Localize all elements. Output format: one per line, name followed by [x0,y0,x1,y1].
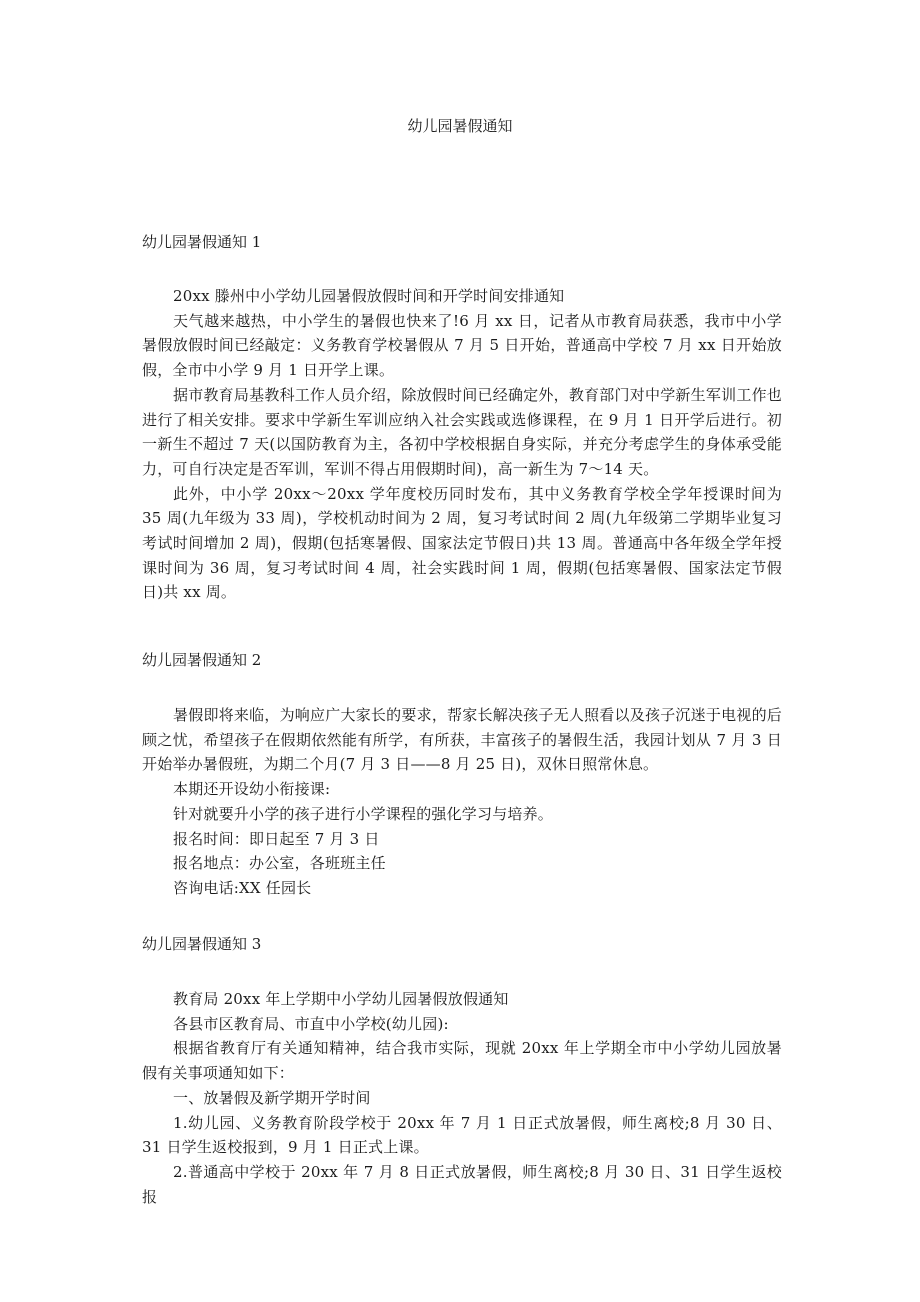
paragraph: 咨询电话:XX 任园长 [173,878,312,897]
paragraph: 暑假即将来临，为响应广大家长的要求，帮家长解决孩子无人照看以及孩子沉迷于电视的后顾之忧，希望孩子在假期依然能有所学，有所获，丰富孩子的暑假生活，我园计划从 7 月 3 日开始举办暑假班，为期二个月(7 月 3 日——8 月 25 日)，双休日照常休息。 [142,706,782,774]
paragraph: 报名地点：办公室，各班班主任 [173,854,386,873]
paragraph: 此外，中小学 20xx～20xx 学年度校历同时发布，其中义务教育学校全学年授课时间为 35 周(九年级为 33 周)，学校机动时间为 2 周，复习考试时间 2 周(九年级第二学期毕业复习考试时间增加 2 周)，假期(包括寒暑假、国家法定节假日)共 13 周。普通高中各年级全学年授课时间为 36 周，复习考试时间 4 周，社会实践时间 1 周，假期(包括寒暑假、国家法定节假日)共 xx 周。 [142,484,782,602]
section-body [142,987,782,1209]
section-3 [142,932,782,1209]
paragraph: 根据省教育厅有关通知精神，结合我市实际，现就 20xx 年上学期全市中小学幼儿园放暑假有关事项通知如下： [142,1039,782,1083]
section-body [142,703,782,901]
paragraph: 2.普通高中学校于 20xx 年 7 月 8 日正式放暑假，师生离校;8 月 30 日、31 日学生返校报 [142,1162,782,1206]
section-heading: 幼儿园暑假通知 3 [142,935,262,953]
paragraph: 一、放暑假及新学期开学时间 [173,1088,371,1107]
paragraph: 报名时间：即日起至 7 月 3 日 [173,829,380,848]
section-heading: 幼儿园暑假通知 1 [142,233,262,251]
paragraph: 教育局 20xx 年上学期中小学幼儿园暑假放假通知 [173,990,509,1008]
section-1 [142,230,782,605]
paragraph: 1.幼儿园、义务教育阶段学校于 20xx 年 7 月 1 日正式放暑假，师生离校;8 月 30 日、31 日学生返校报到，9 月 1 日正式上课。 [142,1113,782,1157]
paragraph: 本期还开设幼小衔接课: [173,780,331,799]
section-body [142,284,782,605]
paragraph: 各县市区教育局、市直中小学校(幼儿园): [173,1014,449,1033]
paragraph: 针对就要升小学的孩子进行小学课程的强化学习与培养。 [173,804,554,823]
section-heading: 幼儿园暑假通知 2 [142,651,262,669]
section-2 [142,648,782,901]
paragraph: 据市教育局基教科工作人员介绍，除放假时间已经确定外，教育部门对中学新生军训工作也进行了相关安排。要求中学新生军训应纳入社会实践或选修课程，在 9 月 1 日开学后进行。初一新生不超过 7 天(以国防教育为主，各初中学校根据自身实际，并充分考虑学生的身体承受能力，可自行决定是否军训，军训不得占用假期时间)，高一新生为 7～14 天。 [142,385,782,478]
document-title: 幼儿园暑假通知 [407,117,513,135]
paragraph: 天气越来越热，中小学生的暑假也快来了!6 月 xx 日，记者从市教育局获悉，我市中小学暑假放假时间已经敲定：义务教育学校暑假从 7 月 5 日开始，普通高中学校 7 月 xx 日开始放假，全市中小学 9 月 1 日开学上课。 [142,311,782,380]
paragraph: 20xx 滕州中小学幼儿园暑假放假时间和开学时间安排通知 [173,287,565,305]
